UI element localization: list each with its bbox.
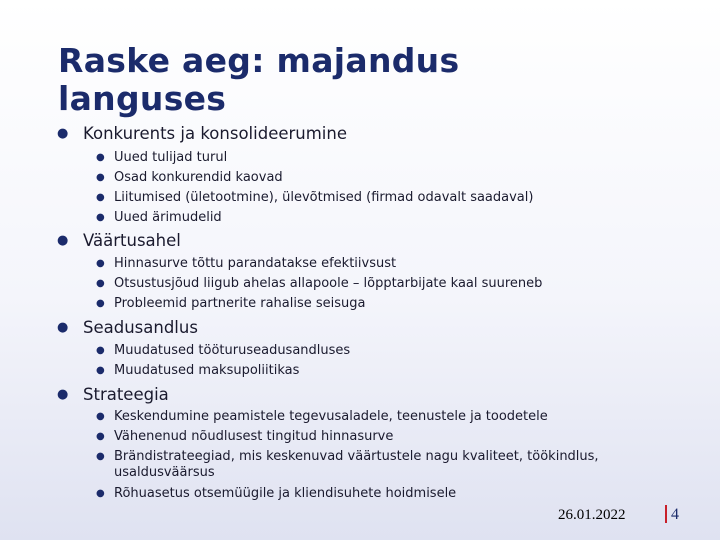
bullet-icon: ● (96, 172, 105, 183)
footer-divider (665, 505, 667, 523)
bullet-icon: ● (57, 126, 69, 141)
bullet-icon: ● (96, 365, 105, 376)
bullet-icon: ● (57, 387, 69, 402)
bullet-icon: ● (96, 192, 105, 203)
bullet-icon: ● (96, 345, 105, 356)
bullet-icon: ● (96, 152, 105, 163)
bullet-list: ● Konkurents ja konsolideerumine ● Uued tulijad turul ● Osad konkurendid kaovad ● Liitumised (ületootmine), ülevõtmised (firmad odavalt saadaval) ● Uued ärimudelid ● Väärtusahel ● Hinnasurve tõttu parandatakse efektiivsust ● Otsustusjõud liigub ahelas allapoole – lõpptarbijate kaal suureneb ● Probleemid partnerite rahalise seisuga ● Seadusandlus ● Muudatused tööturuseadusandluses ● Muudatused maksupoliitikas ● Strateegia ● Keskendumine peamistele tegevusaladele, teenustele ja toodetele ● Vähenenud nõudlusest tingitud hinnasurve ● Brändistrateegiad, mis keskenuvad väärtustele nagu kvaliteet, töökindlus, usaldusväärsus ● Rõhuasetus otsemüügile ja kliendisuhete hoidmisele (57, 124, 599, 501)
bullet-icon: ● (96, 278, 105, 289)
bullet-icon: ● (57, 233, 69, 248)
bullet-icon: ● (96, 212, 105, 223)
bullet-icon: ● (96, 258, 105, 269)
bullet-icon: ● (96, 451, 105, 462)
slide-title-line-2: languses (58, 79, 227, 118)
footer-date: 26.01.2022 (558, 507, 626, 523)
bullet-icon: ● (96, 431, 105, 442)
page-number: 4 (671, 506, 679, 523)
bullet-icon: ● (96, 411, 105, 422)
bullet-icon: ● (96, 488, 105, 499)
bullet-icon: ● (57, 320, 69, 335)
bullet-icon: ● (96, 298, 105, 309)
slide-title-line-1: Raske aeg: majandus (58, 41, 460, 80)
